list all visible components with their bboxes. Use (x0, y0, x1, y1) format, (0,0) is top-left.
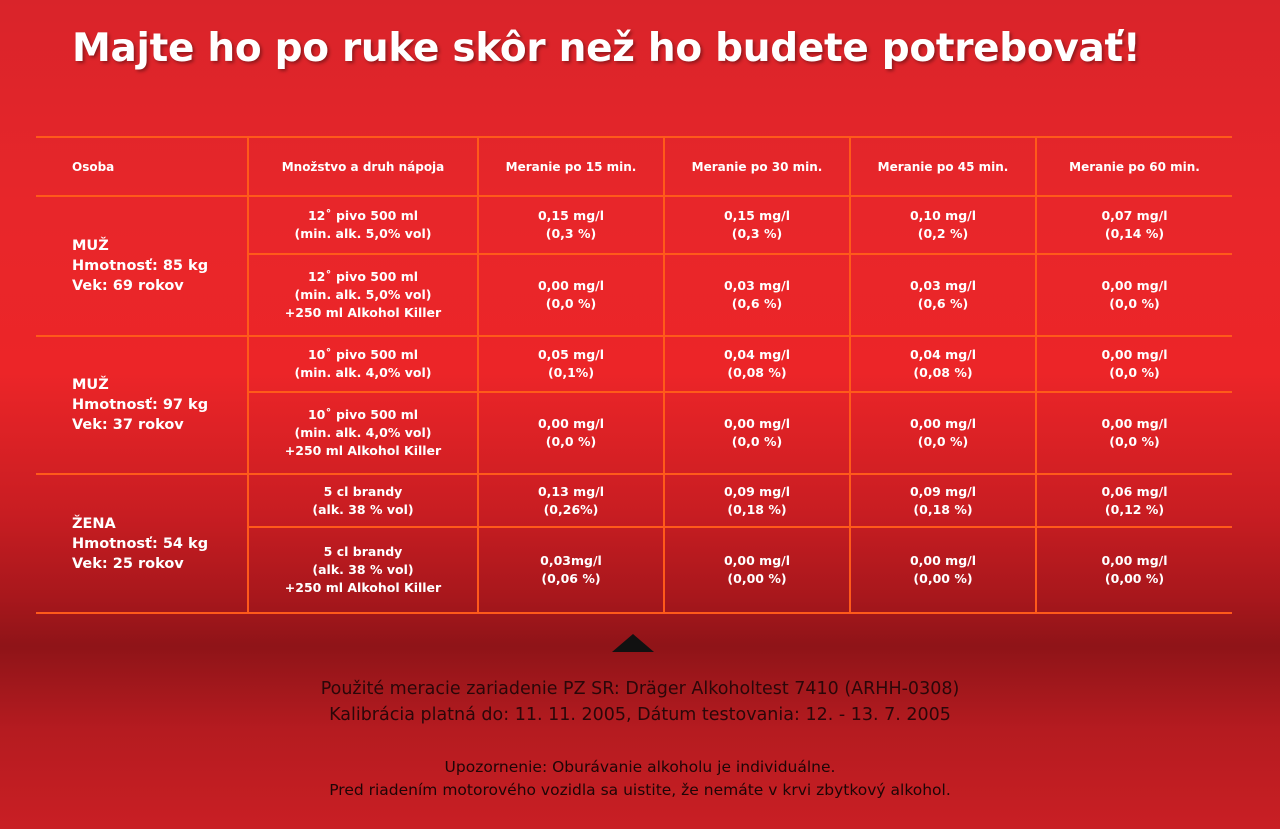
results-table (36, 136, 1232, 614)
measurement-45: 0,04 mg/l (0,08 %) (850, 336, 1036, 392)
header-60-min: Meranie po 60 min. (1036, 137, 1232, 196)
measurement-30: 0,00 mg/l (0,00 %) (664, 527, 850, 613)
drink-cell: 5 cl brandy (alk. 38 % vol) +250 ml Alkohol Killer (248, 527, 478, 613)
measurement-60: 0,00 mg/l (0,0 %) (1036, 336, 1232, 392)
table-header-row (36, 137, 1232, 196)
header-person: Osoba (36, 137, 248, 196)
warning-line: Upozornenie: Oburávanie alkoholu je individuálne. (444, 758, 836, 776)
measurement-30: 0,09 mg/l (0,18 %) (664, 474, 850, 527)
measurement-30: 0,03 mg/l (0,6 %) (664, 254, 850, 336)
measurement-15: 0,00 mg/l (0,0 %) (478, 392, 664, 474)
drink-cell: 5 cl brandy (alk. 38 % vol) (248, 474, 478, 527)
drink-cell: 12˚ pivo 500 ml (min. alk. 5,0% vol) +250 ml Alkohol Killer (248, 254, 478, 336)
header-drink: Množstvo a druh nápoja (248, 137, 478, 196)
calibration-line: Kalibrácia platná do: 11. 11. 2005, Dátum testovania: 12. - 13. 7. 2005 (329, 705, 951, 725)
person-gender: ŽENA (72, 515, 116, 532)
measurement-30: 0,04 mg/l (0,08 %) (664, 336, 850, 392)
person-age: Vek: 25 rokov (72, 555, 184, 572)
person-cell (36, 196, 248, 336)
measurement-45: 0,03 mg/l (0,6 %) (850, 254, 1036, 336)
table-row (36, 336, 1232, 392)
person-cell (36, 474, 248, 613)
measurement-15: 0,15 mg/l (0,3 %) (478, 196, 664, 254)
drink-cell: 10˚ pivo 500 ml (min. alk. 4,0% vol) +250 ml Alkohol Killer (248, 392, 478, 474)
measurement-15: 0,05 mg/l (0,1%) (478, 336, 664, 392)
table-row (36, 474, 1232, 527)
header-15-min: Meranie po 15 min. (478, 137, 664, 196)
header-30-min: Meranie po 30 min. (664, 137, 850, 196)
measurement-60: 0,00 mg/l (0,0 %) (1036, 392, 1232, 474)
measurement-30: 0,15 mg/l (0,3 %) (664, 196, 850, 254)
page-headline: Majte ho po ruke skôr než ho budete potrebovať! (72, 26, 1141, 71)
triangle-up-icon (612, 634, 654, 652)
drink-cell: 10˚ pivo 500 ml (min. alk. 4,0% vol) (248, 336, 478, 392)
person-weight: Hmotnosť: 54 kg (72, 535, 209, 552)
measurement-45: 0,00 mg/l (0,00 %) (850, 527, 1036, 613)
measurement-60: 0,07 mg/l (0,14 %) (1036, 196, 1232, 254)
measurement-60: 0,00 mg/l (0,00 %) (1036, 527, 1232, 613)
person-age: Vek: 37 rokov (72, 417, 184, 433)
measurement-45: 0,00 mg/l (0,0 %) (850, 392, 1036, 474)
person-weight: Hmotnosť: 97 kg (72, 397, 209, 413)
measurement-30: 0,00 mg/l (0,0 %) (664, 392, 850, 474)
person-cell (36, 336, 248, 474)
measurement-60: 0,06 mg/l (0,12 %) (1036, 474, 1232, 527)
person-weight: Hmotnosť: 85 kg (72, 258, 209, 274)
table-row (36, 196, 1232, 254)
measurement-15: 0,03mg/l (0,06 %) (478, 527, 664, 613)
header-45-min: Meranie po 45 min. (850, 137, 1036, 196)
measurement-15: 0,13 mg/l (0,26%) (478, 474, 664, 527)
person-gender: MUŽ (72, 377, 109, 393)
measurement-60: 0,00 mg/l (0,0 %) (1036, 254, 1232, 336)
measurement-45: 0,09 mg/l (0,18 %) (850, 474, 1036, 527)
person-gender: MUŽ (72, 238, 109, 254)
person-age: Vek: 69 rokov (72, 278, 184, 294)
measurement-15: 0,00 mg/l (0,0 %) (478, 254, 664, 336)
measurement-45: 0,10 mg/l (0,2 %) (850, 196, 1036, 254)
drink-cell: 12˚ pivo 500 ml (min. alk. 5,0% vol) (248, 196, 478, 254)
device-info (0, 676, 1280, 728)
warning-note (0, 756, 1280, 802)
device-line: Použité meracie zariadenie PZ SR: Dräger Alkoholtest 7410 (ARHH-0308) (320, 679, 960, 699)
warning-detail-line: Pred riadením motorového vozidla sa uistite, že nemáte v krvi zbytkový alkohol. (329, 781, 951, 799)
